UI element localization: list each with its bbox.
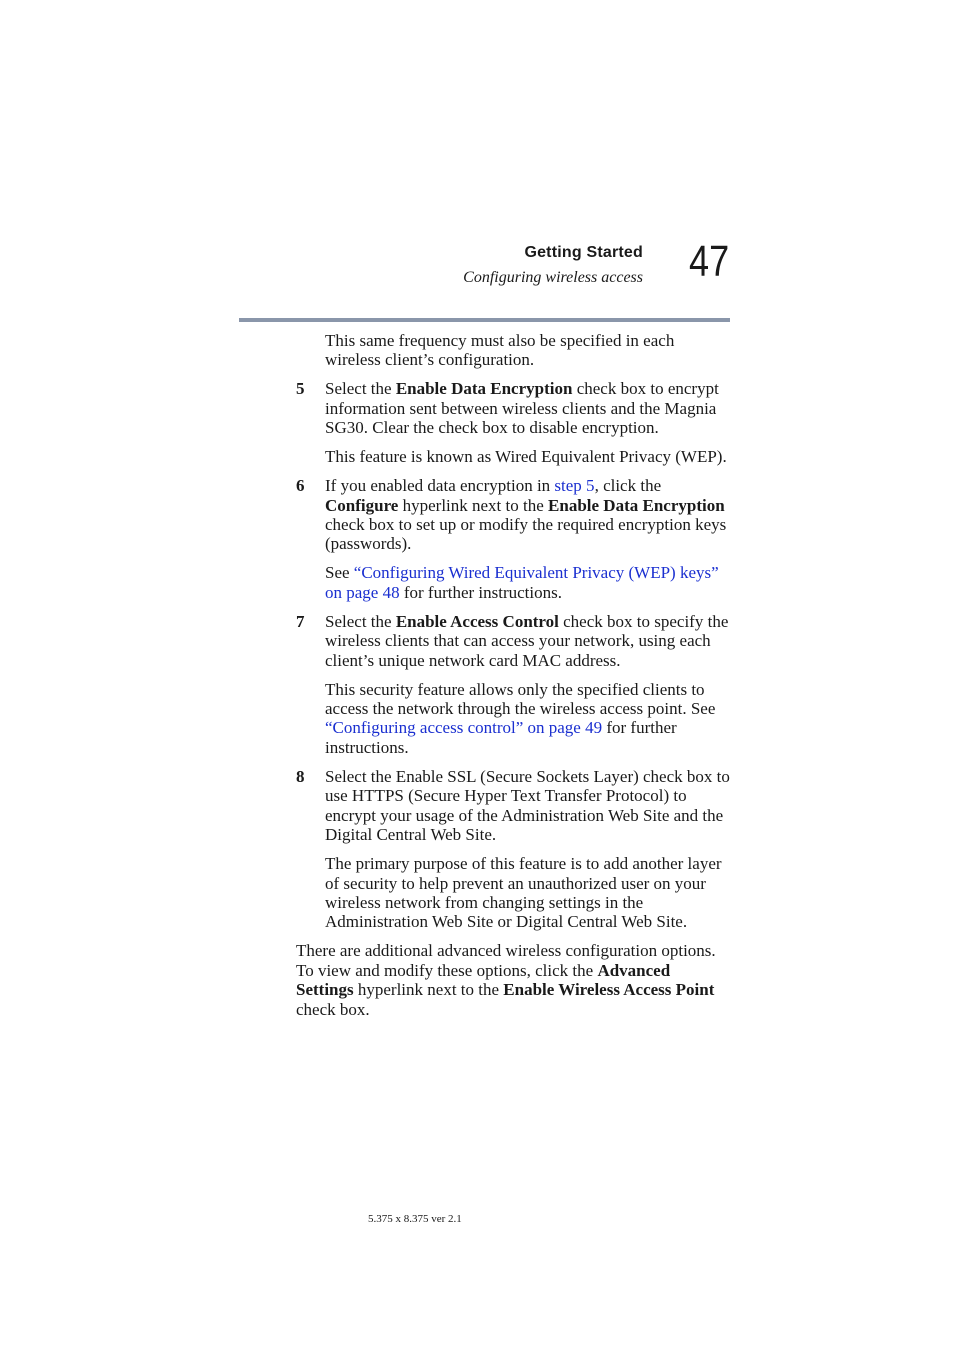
closing-paragraph [296,941,730,1019]
text-run: check box to specify the wireless clients that can access your network, using each client’s unique network card MAC address. [325,611,729,670]
text-run: If you enabled data encryption in [325,476,555,496]
text-run: , click the [594,476,662,496]
bold-term: Configure [325,495,399,515]
text-run: hyperlink next to the [353,980,504,1000]
running-header-section: Getting Started [524,244,643,261]
step-text: Select the Enable SSL (Secure Sockets Layer) check box to use HTTPS (Secure Hyper Text Transfer Protocol) to encrypt your usage of the Administration Web Site and the Digital Central Web Site. [325,766,730,845]
step-5-link[interactable]: step 5 [554,476,595,496]
step-5-note: This feature is known as Wired Equivalent Privacy (WEP). [325,447,727,467]
header-rule [239,318,730,322]
text-run: There are additional advanced wireless configuration options. To view and modify these options, click the [296,941,716,980]
step-7-note [325,680,730,758]
running-header-subsection: Configuring wireless access [463,269,643,286]
step-7 [296,612,730,670]
text-run: check box to encrypt information sent between wireless clients and the Magnia SG30. Clear the check box to disable encryption. [325,379,719,438]
text-run: for further instructions. [399,582,562,602]
text-run: check box. [296,999,370,1019]
page-number: 47 [689,237,730,286]
step-8-note: The primary purpose of this feature is to add another layer of security to help prevent an unauthorized user on your wireless network from changing settings in the Administration Web Site or Digital Central Web Site. [325,854,722,932]
step-6 [296,476,730,554]
step-8 [296,767,730,845]
step-text [325,379,730,437]
bold-term: Enable Data Encryption [548,495,725,515]
intro-paragraph: This same frequency must also be specified in each wireless client’s configuration. [325,331,675,370]
step-text [325,476,730,554]
step-5 [296,379,730,437]
step-number: 6 [296,476,305,496]
footer-version: 5.375 x 8.375 ver 2.1 [368,1213,462,1225]
bold-term: Enable Wireless Access Point [503,980,715,1000]
step-number: 8 [296,766,305,786]
bold-term: Enable Access Control [395,611,559,631]
page-body [296,331,730,1029]
text-run: check box to set up or modify the required encryption keys (passwords). [325,515,727,554]
text-run: Select the [325,379,396,399]
text-run: for further instructions. [325,718,677,757]
text-run: hyperlink next to the [398,495,549,515]
text-run: This security feature allows only the specified clients to access the network through the wireless access point. See [325,679,716,719]
step-text [325,612,730,670]
wep-keys-link[interactable]: “Configuring Wired Equivalent Privacy (WEP) keys” on page 48 [325,563,719,602]
step-number: 7 [296,611,305,631]
bold-term: Enable Data Encryption [395,379,573,399]
access-control-link[interactable]: “Configuring access control” on page 49 [325,718,603,738]
text-run: Select the [325,611,396,631]
bold-term: Advanced Settings [296,960,671,1000]
step-6-note [325,563,730,602]
step-number: 5 [296,379,305,399]
text-run: See [325,563,354,583]
